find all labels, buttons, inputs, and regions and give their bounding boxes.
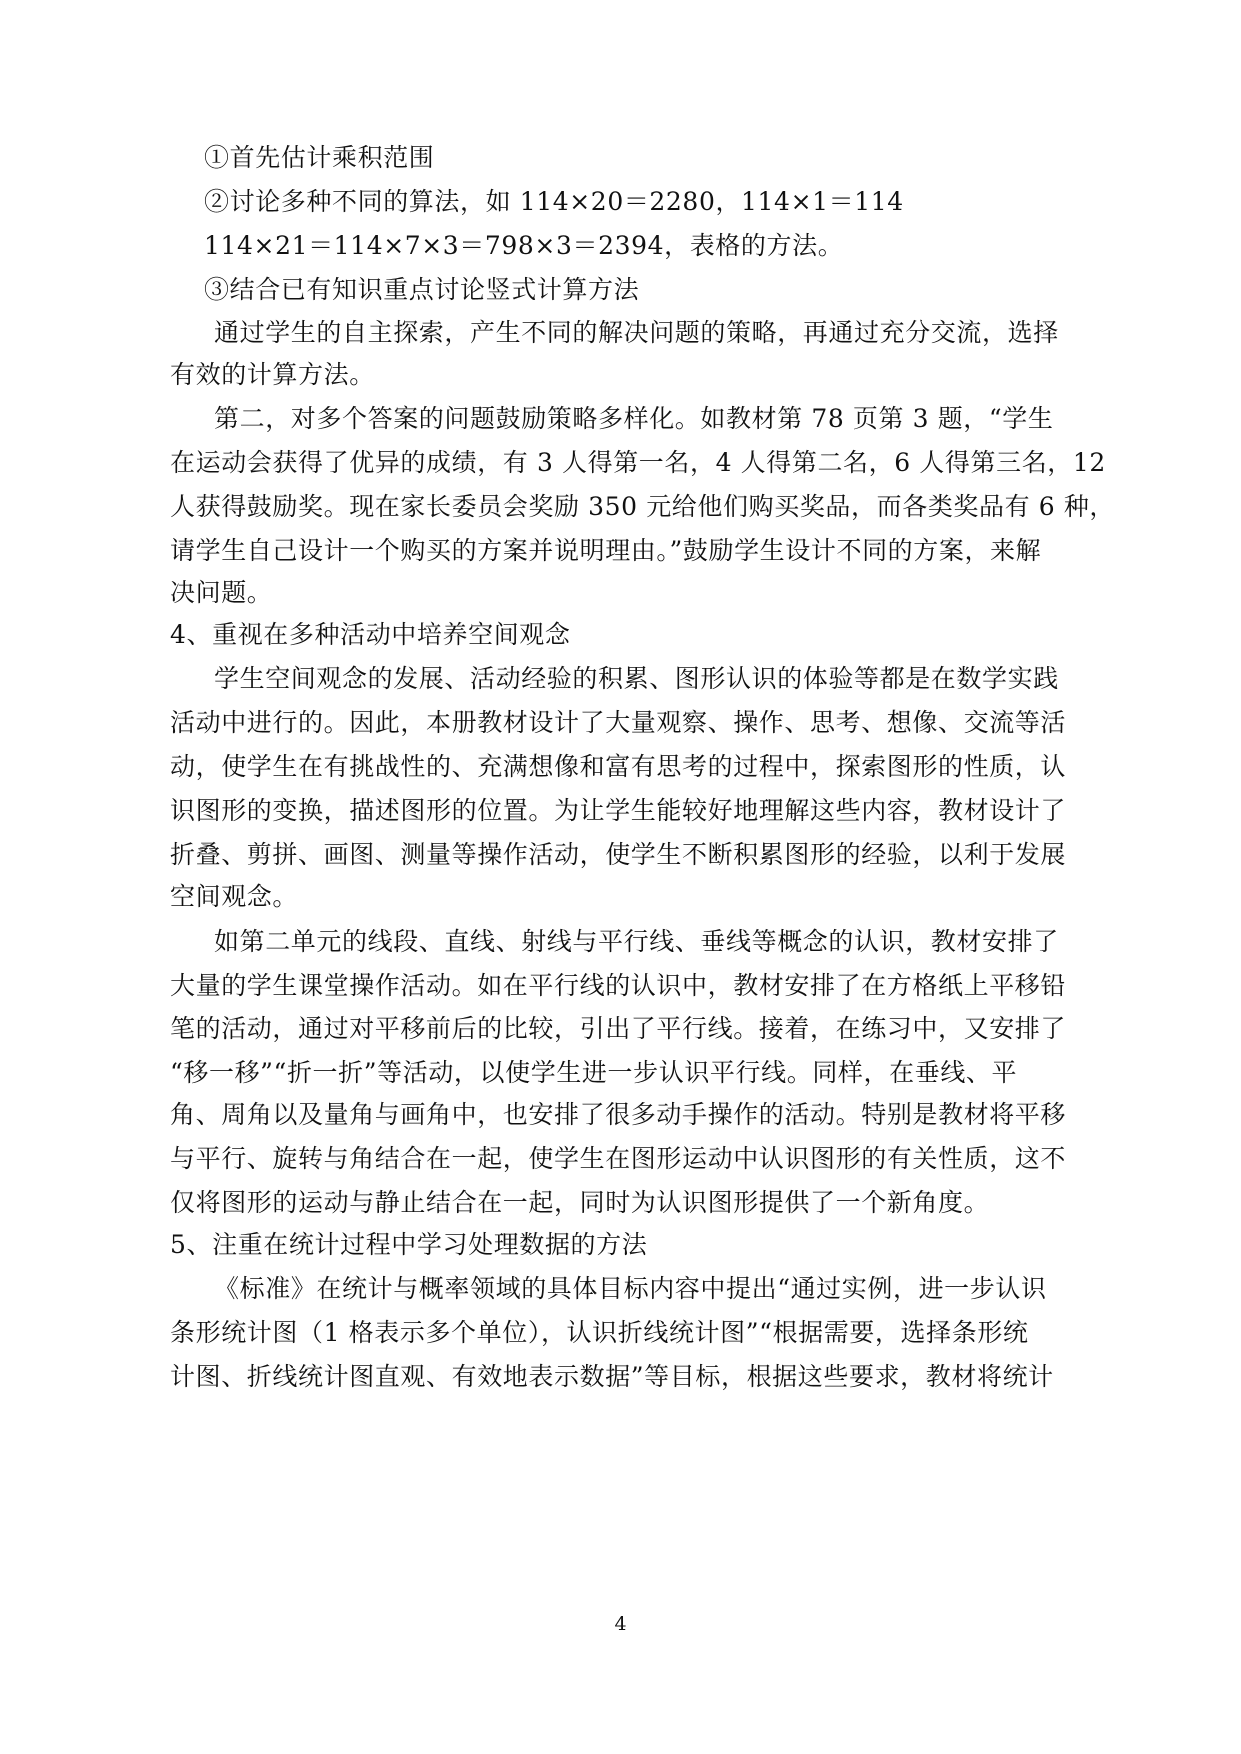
- paragraph-line: 第二，对多个答案的问题鼓励策略多样化。如教材第 78 页第 3 题，“学生: [214, 404, 1054, 433]
- paragraph-line: 大量的学生课堂操作活动。如在平行线的认识中，教材安排了在方格纸上平移铅: [170, 971, 1067, 1000]
- paragraph-line: 人获得鼓励奖。现在家长委员会奖励 350 元给他们购买奖品，而各类奖品有 6 种，: [170, 492, 1116, 521]
- paragraph-line: 决问题。: [170, 578, 273, 607]
- paragraph-line: 《标准》在统计与概率领域的具体目标内容中提出“通过实例，进一步认识: [214, 1274, 1047, 1303]
- paragraph-line: 动，使学生在有挑战性的、充满想像和富有思考的过程中，探索图形的性质，认: [170, 752, 1067, 781]
- paragraph-line: 通过学生的自主探索，产生不同的解决问题的策略，再通过充分交流，选择: [214, 318, 1059, 347]
- paragraph-line: 学生空间观念的发展、活动经验的积累、图形认识的体验等都是在数学实践: [214, 664, 1059, 693]
- paragraph-line: “移一移”“折一折”等活动，以使学生进一步认识平行线。同样，在垂线、平: [170, 1058, 1018, 1087]
- paragraph-line: 仅将图形的运动与静止结合在一起，同时为认识图形提供了一个新角度。: [170, 1188, 990, 1217]
- text-line: ③结合已有知识重点讨论竖式计算方法: [204, 275, 640, 304]
- paragraph-line: 活动中进行的。因此，本册教材设计了大量观察、操作、思考、想像、交流等活: [170, 708, 1067, 737]
- paragraph-line: 折叠、剪拼、画图、测量等操作活动，使学生不断积累图形的经验，以利于发展: [170, 840, 1067, 869]
- paragraph-line: 在运动会获得了优异的成绩，有 3 人得第一名，4 人得第二名，6 人得第三名，12: [170, 448, 1106, 477]
- section-heading: 5、注重在统计过程中学习处理数据的方法: [170, 1230, 648, 1259]
- paragraph-line: 有效的计算方法。: [170, 360, 375, 389]
- paragraph-line: 如第二单元的线段、直线、射线与平行线、垂线等概念的认识，教材安排了: [214, 927, 1059, 956]
- paragraph-line: 请学生自己设计一个购买的方案并说明理由。”鼓励学生设计不同的方案，来解: [170, 536, 1042, 565]
- paragraph-line: 角、周角以及量角与画角中，也安排了很多动手操作的活动。特别是教材将平移: [170, 1100, 1067, 1129]
- text-line: 114×21＝114×7×3＝798×3＝2394，表格的方法。: [204, 231, 844, 260]
- paragraph-line: 与平行、旋转与角结合在一起，使学生在图形运动中认识图形的有关性质，这不: [170, 1144, 1067, 1173]
- paragraph-line: 条形统计图（1 格表示多个单位），认识折线统计图”“根据需要，选择条形统: [170, 1318, 1029, 1347]
- paragraph-line: 计图、折线统计图直观、有效地表示数据”等目标，根据这些要求，教材将统计: [170, 1362, 1054, 1391]
- paragraph-line: 识图形的变换，描述图形的位置。为让学生能较好地理解这些内容，教材设计了: [170, 796, 1067, 825]
- section-heading: 4、重视在多种活动中培养空间观念: [170, 620, 571, 649]
- text-line: ①首先估计乘积范围: [204, 143, 435, 172]
- paragraph-line: 笔的活动，通过对平移前后的比较，引出了平行线。接着，在练习中，又安排了: [170, 1014, 1067, 1043]
- paragraph-line: 空间观念。: [170, 882, 299, 911]
- page-number: 4: [614, 1613, 627, 1635]
- text-line: ②讨论多种不同的算法，如 114×20＝2280，114×1＝114: [204, 187, 904, 216]
